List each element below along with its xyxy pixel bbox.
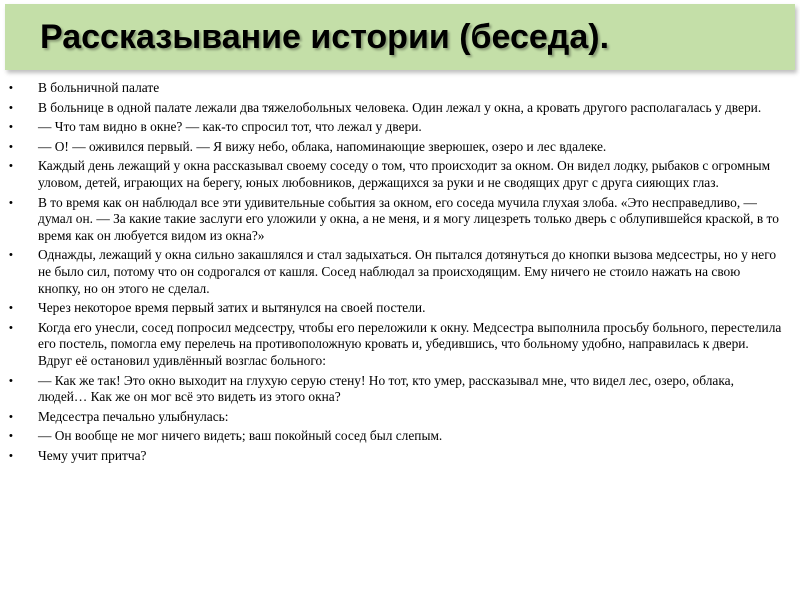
slide-title: Рассказывание истории (беседа).	[40, 18, 610, 56]
bullet-item	[9, 373, 784, 406]
bullet-item	[9, 448, 784, 465]
bullet-icon: •	[9, 249, 13, 262]
bullet-item	[9, 320, 784, 370]
story-bullet-list	[9, 80, 784, 467]
bullet-text: — Что там видно в окне? — как-то спросил тот, что лежал у двери.	[38, 119, 422, 135]
bullet-icon: •	[9, 82, 13, 94]
bullet-item	[9, 428, 784, 445]
bullet-icon: •	[9, 374, 13, 387]
bullet-text: В то время как он наблюдал все эти удивительные события за окном, его соседа мучила глухая злоба. «Это несправедливо, — думал он. — За какие такие заслуги его уложили у окна, а не меня, и я могу лицезреть только дверь с облупившейся краской, в то время как он любуется видом из окна?»	[38, 194, 779, 243]
bullet-item	[9, 195, 784, 245]
bullet-item	[9, 409, 784, 426]
bullet-icon: •	[9, 160, 13, 173]
bullet-icon: •	[9, 101, 13, 114]
bullet-text: — О! — оживился первый. — Я вижу небо, облака, напоминающие зверюшек, озеро и лес вдалеке.	[38, 138, 607, 154]
bullet-text: Когда его унесли, сосед попросил медсестру, чтобы его переложили к окну. Медсестра выполнила просьбу больного, перестелила его постель, помогла ему перелечь на противоположную кровать и, убедившись, что больному удобно, направилась к двери. Вдруг её остановил удивлённый возглас больного:	[38, 319, 782, 368]
bullet-icon: •	[9, 121, 13, 134]
bullet-icon: •	[9, 449, 13, 462]
bullet-item	[9, 139, 784, 156]
bullet-item	[9, 100, 784, 117]
bullet-icon: •	[9, 321, 13, 334]
bullet-text: — Как же так! Это окно выходит на глухую серую стену! Но тот, кто умер, рассказывал мне, что видел лес, озеро, облака, людей… Как же он мог всё это видеть из этого окна?	[38, 372, 734, 405]
bullet-item	[9, 80, 784, 97]
bullet-icon: •	[9, 140, 13, 153]
bullet-icon: •	[9, 410, 13, 423]
bullet-item	[9, 119, 784, 136]
bullet-text: Каждый день лежащий у окна рассказывал своему соседу о том, что происходит за окном. Он видел лодку, рыбаков с огромным уловом, детей, играющих на берегу, юных любовников, держащихся за руки и не сводящих друг с друга сияющих глаз.	[38, 158, 771, 190]
bullet-icon: •	[9, 196, 13, 209]
bullet-item	[9, 158, 784, 191]
title-bar	[5, 4, 795, 70]
bullet-icon: •	[9, 430, 13, 443]
bullet-text: Медсестра печально улыбнулась:	[38, 408, 229, 424]
bullet-text: В больнице в одной палате лежали два тяжелобольных человека. Один лежал у окна, а кровать другого располагалась у двери.	[38, 99, 762, 115]
bullet-item	[9, 247, 784, 297]
bullet-text: Чему учит притча?	[38, 447, 147, 463]
bullet-text: — Он вообще не мог ничего видеть; ваш покойный сосед был слепым.	[38, 428, 443, 444]
bullet-icon: •	[9, 302, 13, 315]
bullet-text: Через некоторое время первый затих и вытянулся на своей постели.	[38, 300, 426, 316]
bullet-text: Однажды, лежащий у окна сильно закашлялся и стал задыхаться. Он пытался дотянуться до кнопки вызова медсестры, но у него не было сил, потому что он содрогался от кашля. Сосед наблюдал за происходящим. Ему ничего не стоило нажать на свою кнопку, но он этого не сделал.	[38, 247, 777, 296]
bullet-item	[9, 300, 784, 317]
bullet-text: В больничной палате	[38, 80, 160, 95]
